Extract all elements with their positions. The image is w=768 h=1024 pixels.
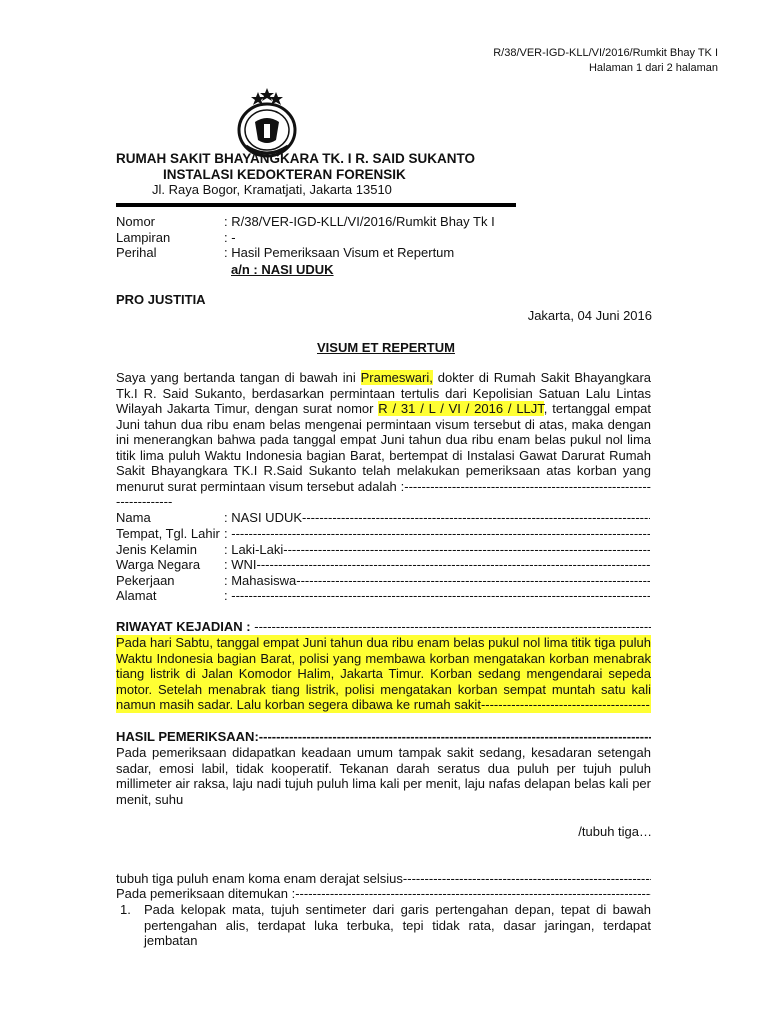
continuation-note: /tubuh tiga… (578, 824, 652, 839)
page2-line2 (116, 886, 651, 902)
identity-row-birth (116, 526, 650, 542)
date-place: Jakarta, 04 Juni 2016 (527, 308, 652, 323)
hospital-address: Jl. Raya Bogor, Kramatjati, Jakarta 13510 (152, 182, 392, 197)
request-letter-number: R / 31 / L / VI / 2016 / LLJT (378, 401, 544, 416)
identity-value: : WNI (224, 557, 257, 572)
hasil-text: Pada pemeriksaan didapatkan keadaan umum tampak sakit sedang, kesadaran setengah sadar, emosi labil, tidak kooperatif. Tekanan darah seratus dua puluh per tujuh puluh millimeter air raksa, laju nadi tujuh puluh lima kali per menit, laju nafas delapan belas kali per menit, suhu (116, 745, 651, 807)
hospital-name: RUMAH SAKIT BHAYANGKARA TK. I R. SAID SUKANTO (116, 151, 476, 166)
hasil-heading: HASIL PEMERIKSAAN: (116, 729, 259, 744)
findings-intro: Pada pemeriksaan ditemukan : (116, 886, 296, 901)
perihal-label: Perihal (116, 245, 157, 260)
identity-label: Pekerjaan (116, 573, 175, 588)
dash-fill (403, 871, 651, 886)
temperature-text: tubuh tiga puluh enam koma enam derajat selsius (116, 871, 403, 886)
intro-paragraph (116, 370, 651, 510)
intro-text-2: dokter di Rumah Sakit Bhayangkara Tk.I R. Said Sukanto, berdasarkan permintaan tertulis dari Kepolisian Satuan Lalu Lintas Wilayah Jakarta Timur, dengan surat nomor (116, 370, 651, 416)
identity-label: Nama (116, 510, 151, 525)
identity-value: : Laki-Laki (224, 542, 284, 557)
dash-fill (254, 619, 651, 634)
dash-fill (259, 729, 651, 744)
identity-label: Tempat, Tgl. Lahir (116, 526, 220, 541)
pro-justitia: PRO JUSTITIA (116, 292, 206, 307)
identity-value: : NASI UDUK (224, 510, 303, 525)
riwayat-heading: RIWAYAT KEJADIAN : (116, 619, 251, 634)
page-indicator: Halaman 1 dari 2 halaman (588, 62, 718, 74)
dash-fill (302, 510, 650, 525)
intro-text-3: , tertanggal empat Juni tahun dua ribu enam belas mengenai permintaan visum tersebut di atas, maka dengan ini menerangkan bahwa pada tanggal empat Juni tahun dua ribu enam belas pukul nol lima titik lima puluh Waktu Indonesia bagian Barat, bertempat di Instalasi Gawat Darurat Rumah Sakit Bhayangkara TK.I R.Said Sukanto telah melakukan pemeriksaan atas korban yang menurut surat permintaan visum tersebut adalah : (116, 401, 651, 494)
identity-value: : (224, 588, 232, 603)
identity-label: Alamat (116, 588, 157, 603)
dash-fill (257, 557, 651, 572)
dash-fill (295, 886, 651, 901)
finding-number: 1. (120, 902, 131, 917)
lampiran-label: Lampiran (116, 230, 171, 245)
riwayat-dash-fill: --------------------------------------- (480, 697, 650, 712)
reference-number: R/38/VER-IGD-KLL/VI/2016/Rumkit Bhay TK I (493, 47, 718, 59)
dash-fill (296, 573, 650, 588)
intro-text-1: Saya yang bertanda tangan di bawah ini (116, 370, 361, 385)
intro-dash-fill: ---------------------------------------------------------------------- (116, 478, 651, 509)
identity-row-sex (116, 542, 650, 558)
header-rule (116, 203, 516, 207)
patient-subject: a/n : NASI UDUK (231, 262, 334, 277)
identity-label: Warga Negara (116, 557, 201, 572)
dash-fill (283, 542, 650, 557)
identity-label: Jenis Kelamin (116, 542, 197, 557)
riwayat-text (116, 635, 651, 713)
nomor-value: : R/38/VER-IGD-KLL/VI/2016/Rumkit Bhay Tk I (224, 214, 495, 229)
department-name: INSTALASI KEDOKTERAN FORENSIK (163, 167, 406, 182)
nomor-label: Nomor (116, 214, 156, 229)
finding-1-text: Pada kelopak mata, tujuh sentimeter dari garis pertengahan depan, tepat di bawah pertengahan alis, terdapat luka terbuka, tepi tidak rata, dasar jaringan, terdapat jembatan (144, 902, 651, 948)
identity-row-address (116, 588, 650, 604)
riwayat-heading-row (116, 619, 651, 635)
hasil-heading-row (116, 729, 651, 745)
riwayat-body: Pada hari Sabtu, tanggal empat Juni tahun dua ribu enam belas pukul nol lima titik tiga puluh Waktu Indonesia bagian Barat, polisi yang membawa korban mengatakan korban menabrak tiang listrik di Jalan Komodor Halim, Jakarta Timur. Korban sedang mengendarai sepeda motor. Setelah menabrak tiang listrik, polisi mengatakan korban sempat muntah satu kali namun masih sadar. Lalu korban segera dibawa ke rumah sakit (116, 635, 651, 712)
identity-value: : (224, 526, 232, 541)
page2-line1 (116, 871, 651, 887)
identity-value: : Mahasiswa (224, 573, 297, 588)
dash-fill (231, 588, 650, 603)
identity-row-occupation (116, 573, 650, 589)
doctor-name: Prameswari, (360, 370, 433, 385)
document-title: VISUM ET REPERTUM (317, 340, 455, 355)
perihal-value: : Hasil Pemeriksaan Visum et Repertum (224, 245, 455, 260)
lampiran-value: : - (224, 230, 236, 245)
dash-fill (231, 526, 650, 541)
identity-row-name (116, 510, 650, 526)
document-reference (493, 46, 718, 76)
identity-row-nationality (116, 557, 650, 573)
